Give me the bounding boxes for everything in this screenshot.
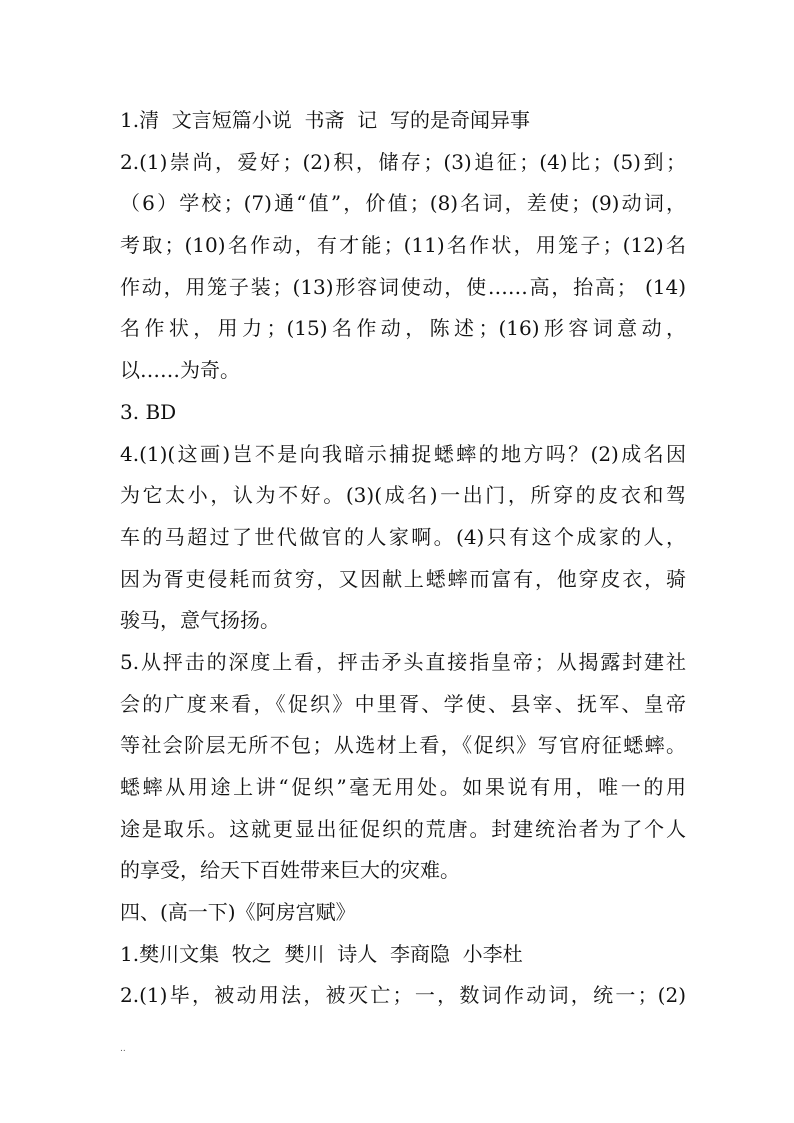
text-line: 因为胥吏侵耗而贫穷，又因献上蟋蟀而富有，他穿皮衣，骑 <box>120 566 686 591</box>
text-line: 骏马，意气扬扬。 <box>120 608 280 633</box>
text-line: 名作状，用力；(15)名作动，陈述；(16)形容词意动， <box>120 316 686 341</box>
text-line: 2.(1)崇尚，爱好；(2)积，储存；(3)追征；(4)比；(5)到； <box>120 149 686 174</box>
text-line: 1.樊川文集 牧之 樊川 诗人 李商隐 小李杜 <box>120 941 523 966</box>
text-line: 2.(1)毕，被动用法，被灭亡；一，数词作动词，统一；(2) <box>120 983 686 1008</box>
text-line: 3. BD <box>120 399 177 424</box>
text-line: （6）学校；(7)通“值”，价值；(8)名词，差使；(9)动词， <box>120 191 686 216</box>
text-line: 的享受，给天下百姓带来巨大的灾难。 <box>120 858 460 883</box>
text-line: 4.(1)(这画)岂不是向我暗示捕捉蟋蟀的地方吗？(2)成名因 <box>120 441 686 466</box>
text-line: 车的马超过了世代做官的人家啊。(4)只有这个成家的人， <box>120 524 686 549</box>
document-body <box>120 100 686 1017</box>
text-line: 5.从抨击的深度上看，抨击矛头直接指皇帝；从揭露封建社 <box>120 649 686 674</box>
text-line: 以……为奇。 <box>120 358 240 383</box>
text-line: 为它太小，认为不好。(3)(成名)一出门，所穿的皮衣和驾 <box>120 483 686 508</box>
text-line: 1.清 文言短篇小说 书斋 记 写的是奇闻异事 <box>120 108 530 132</box>
footer-mark: .. <box>120 1044 126 1054</box>
section-heading: 四、(高一下)《阿房宫赋》 <box>120 900 356 925</box>
text-line: 作动，用笼子装；(13)形容词使动，使……高，抬高； (14) <box>120 274 686 299</box>
text-line: 等社会阶层无所不包；从选材上看，《促织》写官府征蟋蟀。 <box>120 733 686 758</box>
text-line: 蟋蟀从用途上讲“促织”毫无用处。如果说有用，唯一的用 <box>120 775 686 799</box>
text-line: 途是取乐。这就更显出征促织的荒唐。封建统治者为了个人 <box>120 816 686 841</box>
text-line: 考取；(10)名作动，有才能；(11)名作状，用笼子；(12)名 <box>120 233 686 258</box>
text-line: 会的广度来看，《促织》中里胥、学使、县宰、抚军、皇帝 <box>120 691 686 716</box>
